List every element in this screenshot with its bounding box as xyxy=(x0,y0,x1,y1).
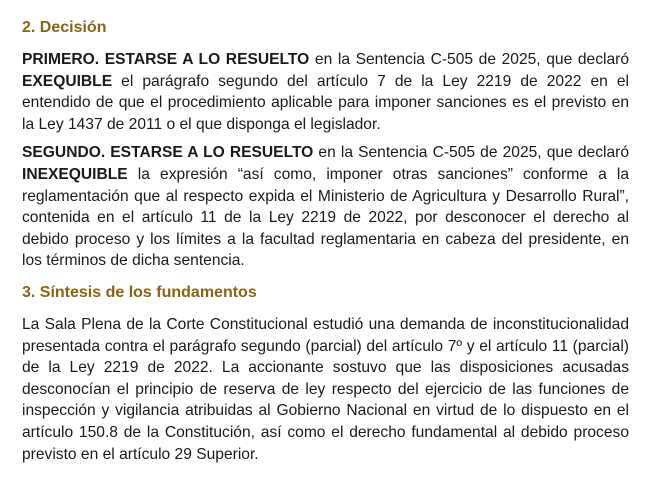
segundo-text-2: la expresión “así como, imponer otras sanciones” conforme a la reglamentación que al respecto expida el Ministerio de Agricultura y Desarrollo Rural”, contenida en el artículo 11 de la Ley 2219 de 2022, por desconocer el derecho al debido proceso y los límites a la facultad reglamentaria en cabeza del presidente, en los términos de dicha sentencia. xyxy=(22,165,629,270)
segundo-lead: SEGUNDO. ESTARSE A LO RESUELTO xyxy=(22,144,314,162)
primero-text-2: el parágrafo segundo del artículo 7 de la Ley 2219 de 2022 en el entendido de que el procedimiento aplicable para imponer sanciones es el previsto en la Ley 1437 de 2011 o el que disponga el legislador. xyxy=(22,72,629,133)
primero-lead: PRIMERO. ESTARSE A LO RESUELTO xyxy=(22,51,310,68)
primero-text-1: en la Sentencia C-505 de 2025, que declaró xyxy=(309,51,630,68)
segundo-text-1: en la Sentencia C-505 de 2025, que declaró xyxy=(313,144,629,162)
section-3-body: La Sala Plena de la Corte Constitucional estudió una demanda de inconstitucionalidad presentada contra el parágrafo segundo (parcial) del artículo 7º y el artículo 11 (parcial) de la Ley 2219 de 2022. La accionante sostuvo que las disposiciones acusadas desconocían el principio de reserva de ley respecto del ejercicio de las funciones de inspección y vigilancia atribuidas al Gobierno Nacional en virtud de lo dispuesto en el artículo 150.8 de la Constitución, así como el derecho fundamental al debido proceso previsto en el artículo 29 Superior. xyxy=(22,315,629,463)
segundo-keyword: INEXEQUIBLE xyxy=(22,165,128,183)
segundo-paragraph xyxy=(22,142,629,272)
primero-keyword: EXEQUIBLE xyxy=(22,72,113,90)
section-3-heading: 3. Síntesis de los fundamentos xyxy=(22,283,257,301)
section-2-heading: 2. Decisión xyxy=(22,19,107,36)
primero-paragraph xyxy=(22,49,629,135)
